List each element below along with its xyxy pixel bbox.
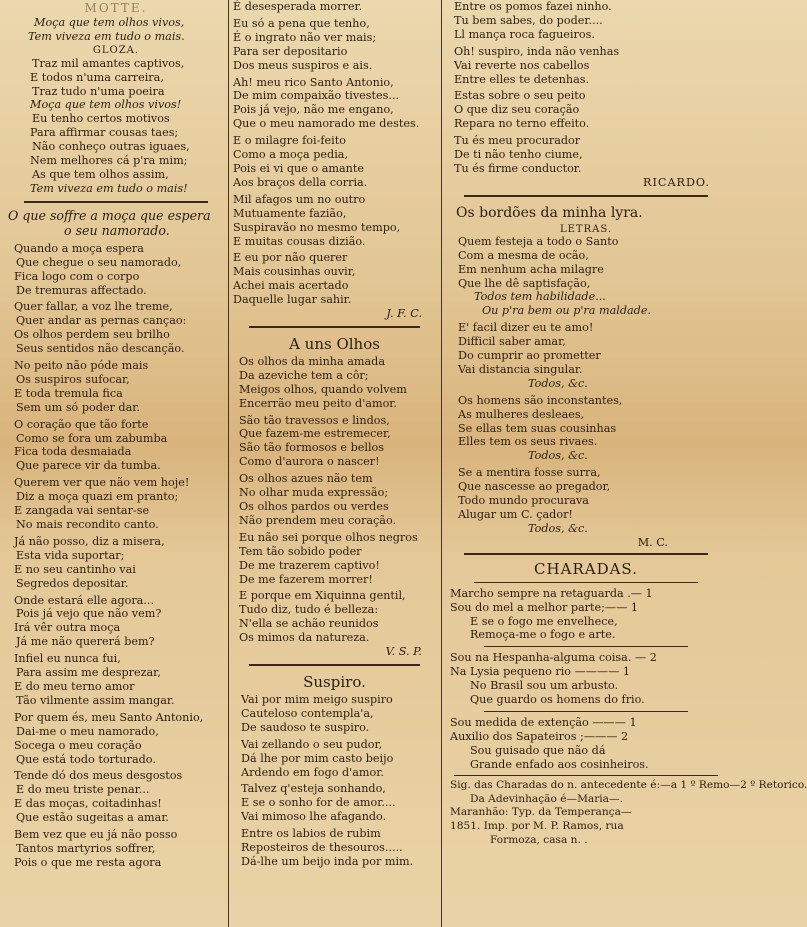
verse-line: Tão vilmente assim mangar. — [16, 693, 175, 707]
verse-line: Mutuamente fazião, — [233, 206, 347, 220]
verse-line: Aos braços della corria. — [233, 175, 368, 189]
verse-line: Entre elles te detenhas. — [454, 72, 590, 86]
continued-verses — [444, 0, 728, 176]
verse-line: Já não posso, diz a misera, — [14, 534, 165, 548]
verse-line: Que fazem-me estremecer, — [239, 427, 391, 441]
verse-line: Grande enfado aos cosinheiros. — [470, 757, 649, 771]
verse-line: Todos, &c. — [528, 521, 588, 535]
verse-line: E das moças, coitadinhas! — [14, 797, 162, 811]
verse-line: Ah! meu rico Santo Antonio, — [233, 75, 394, 89]
divider — [474, 582, 698, 583]
verse-line: Quer fallar, a voz lhe treme, — [14, 300, 173, 314]
verse-line: Os homens são inconstantes, — [458, 393, 623, 407]
verse-line: Todo mundo procurava — [458, 494, 589, 508]
verse-line: Onde estará elle agora... — [14, 593, 155, 607]
imprint-line: 1851. Imp. por M. P. Ramos, rua — [450, 820, 624, 833]
olhos-verses — [229, 355, 440, 645]
verse-line: Dá lhe por mim casto beijo — [241, 751, 394, 765]
verse-line: Mais cousinhas ouvir, — [233, 265, 356, 279]
verse-line: Tem tão sobido poder — [239, 544, 362, 558]
imprint-line: Maranhão: Typ. da Temperança— — [450, 806, 632, 819]
divider — [484, 711, 688, 712]
imprint-line: Formoza, casa n. . — [490, 834, 588, 847]
verse-line: São tão formosos e bellos — [239, 441, 385, 455]
verse-line: Bem vez que eu já não posso — [14, 828, 178, 842]
verse-line: Os olhos pardos ou verdes — [239, 500, 389, 513]
imprint-line: Sig. das Charadas do n. antecedente é:—a 1 º Remo—2 º Retorico. — [450, 778, 807, 791]
motte-title: MOTTE. — [84, 1, 148, 15]
divider — [24, 201, 208, 203]
letras-title: LETRAS. — [559, 223, 613, 235]
verse-line: Meigos olhos, quando volvem — [239, 382, 407, 396]
verse-line: Os suspiros sufocar, — [16, 372, 130, 386]
verse-line: Seus sentidos não descanção. — [16, 342, 185, 356]
poem-subtitle: o seu namorado. — [64, 222, 170, 238]
verse-line: Com a mesma de ocão, — [458, 248, 589, 262]
verse-line: Quem festeja a todo o Santo — [458, 234, 619, 248]
verse-line: No olhar muda expressão; — [239, 486, 389, 500]
verse-line: Para affirmar cousas taes; — [30, 126, 179, 140]
verse-line: Irá vêr outra moça — [14, 621, 121, 635]
verse-line: Fica logo com o corpo — [14, 269, 140, 283]
letras-verses — [444, 235, 728, 536]
verse-line: O que diz seu coração — [454, 103, 580, 117]
verse-line: Sou do mel a melhor parte;—— 1 — [450, 600, 638, 614]
divider — [249, 326, 420, 328]
verse-line: Eu tenho certos motivos — [32, 112, 170, 126]
verse-line: E se o fogo me envelhece, — [470, 614, 618, 628]
verse-line: Remoça-me o fogo e arte. — [470, 628, 616, 642]
verse-line: Os olhos perdem seu brilho — [14, 328, 170, 342]
verse-line: Querem ver que não vem hoje! — [14, 476, 190, 490]
verse-line: Fica toda desmaiada — [14, 445, 132, 459]
verse-line: Sou guisado que não dá — [470, 743, 606, 757]
verse-line: As que tem olhos assim, — [32, 167, 169, 181]
verse-line: E todos n'uma carreira, — [30, 70, 164, 84]
verse-line: Não conheço outras iguaes, — [32, 140, 190, 154]
verse-line: Segredos depositar. — [16, 576, 129, 590]
verse-line: Em nenhum acha milagre — [458, 262, 604, 276]
imprint-footer — [444, 778, 807, 849]
glosa-verses — [4, 57, 228, 196]
signature-ricardo: RICARDO. — [643, 175, 710, 189]
charada-1 — [444, 587, 728, 643]
poem-title-olhos: A uns Olhos — [289, 334, 380, 353]
verse-line: Se ellas tem suas cousinhas — [458, 421, 617, 435]
verse-line: Na Lysia pequeno rio ———— 1 — [450, 665, 631, 679]
verse-line: Tudo diz, tudo é belleza: — [239, 603, 379, 617]
divider — [464, 195, 708, 197]
verse-line: E no seu cantinho vai — [14, 562, 136, 576]
verse-line: Eu só a pena que tenho, — [233, 16, 370, 30]
verse-line: Tem viveza em tudo o mais! — [30, 181, 188, 195]
verse-line: Dai-me o meu namorado, — [16, 724, 159, 738]
verse-line: E zangada vai sentar-se — [14, 504, 150, 518]
imprint-line: Da Adevinhação é—Maria—. — [470, 792, 623, 805]
verse-line: Reposteiros de thesouros..... — [241, 841, 403, 855]
divider — [454, 775, 718, 776]
verse-line: Todos tem habilidade... — [474, 290, 606, 304]
verse-line: Os olhos azues não tem — [239, 472, 373, 486]
verse-line: N'ella se achão reunidos — [239, 617, 379, 631]
verse-line: Eu não sei porque olhos negros — [239, 530, 418, 544]
divider — [464, 553, 708, 555]
divider — [484, 646, 688, 647]
verse-line: Oh! suspiro, inda não venhas — [454, 44, 620, 58]
divider — [249, 664, 420, 666]
verse-line: Sou na Hespanha-alguma coisa. — 2 — [450, 651, 657, 665]
verse-line: E do meu terno amor — [14, 679, 135, 693]
verse-line: Vai por mim meigo suspiro — [241, 692, 393, 706]
verse-line: Alugar um C. çador! — [458, 508, 573, 521]
verse-line: De ti não tenho ciume, — [454, 148, 583, 162]
verse-line: Repara no terno effeito. — [454, 117, 590, 131]
verse-line: E porque em Xiquinna gentil, — [239, 589, 406, 603]
verse-line: Vai distancia singular. — [458, 362, 583, 376]
verse-line: Elles tem os seus rivaes. — [458, 435, 598, 449]
verse-line: Que está todo torturado. — [16, 752, 156, 766]
signature-mc: M. C. — [637, 535, 668, 549]
verse-line: E do meu triste penar... — [16, 783, 150, 797]
verse-line: Mil afagos um no outro — [233, 192, 366, 206]
verse-line: Quando a moça espera — [14, 241, 144, 255]
verse-line: Que parece vir da tumba. — [16, 459, 161, 473]
verse-line: Encerrão meu peito d'amor. — [239, 396, 397, 410]
verse-line: Marcho sempre na retaguarda .— 1 — [450, 586, 653, 600]
verse-line: Quer andar as pernas cançao: — [16, 314, 187, 328]
verse-line: Dos meus suspiros e ais. — [233, 58, 373, 72]
verse-line: Estas sobre o seu peito — [454, 89, 586, 103]
glosa-title: GLOZA. — [92, 44, 140, 56]
verse-line: Entre os pomos fazei ninho. — [454, 0, 612, 13]
verse-line: E toda tremula fica — [14, 386, 123, 400]
verse-line: Socega o meu coração — [14, 738, 142, 752]
verse-line: E' facil dizer eu te amo! — [458, 321, 594, 335]
verse-line: Tu bem sabes, do poder.... — [454, 13, 603, 27]
verse-line: Traz tudo n'uma poeira — [32, 84, 165, 98]
verse-line: E se o sonho for de amor.... — [241, 796, 396, 810]
verse-line: Que o meu namorado me destes. — [233, 117, 420, 131]
verse-line: É o ingrato não ver mais; — [233, 30, 377, 44]
verse-line: Pois o que me resta agora — [14, 855, 162, 869]
poem-verses — [4, 242, 228, 870]
verse-line: Tu és meu procurador — [454, 134, 581, 148]
verse-line: Para assim me desprezar, — [16, 666, 161, 680]
verse-line: E muitas cousas dizião. — [233, 234, 366, 248]
suspiro-verses — [229, 693, 440, 869]
verse-line: Já me não quererá bem? — [16, 635, 155, 649]
verse-line: Traz mil amantes captivos, — [32, 56, 185, 70]
charada-3 — [444, 716, 728, 772]
verse-line: Sou medida de extenção ——— 1 — [450, 715, 637, 729]
verse-line: No mais recondito canto. — [16, 518, 159, 531]
verse-line: Que estão sugeitas a amar. — [16, 811, 169, 825]
charada-2 — [444, 651, 728, 707]
verse-line: Não prendem meu coração. — [239, 513, 397, 527]
motte-line: Tem viveza em tudo o mais. — [28, 29, 185, 43]
motte-line: Moça que tem olhos vivos, — [34, 15, 185, 29]
verse-line: Da azeviche tem a côr; — [239, 368, 369, 382]
signature-jfc: J. F. C. — [386, 307, 422, 321]
column-2 — [229, 0, 440, 927]
verse-line: O coração que tão forte — [14, 417, 149, 431]
verse-line: Como se fora um zabumba — [16, 431, 168, 445]
column-3 — [444, 0, 807, 927]
verse-line: Como a moça pedia, — [233, 148, 349, 162]
verse-line: Dá-lhe um beijo inda por mim. — [241, 854, 414, 868]
verse-line: Daquelle lugar sahir. — [233, 293, 352, 307]
verse-line: De me fazerem morrer! — [239, 572, 373, 586]
verse-line: Que nascesse ao pregador, — [458, 480, 611, 494]
verse-line: Tu és firme conductor. — [454, 161, 582, 175]
poem-title-suspiro: Suspiro. — [303, 672, 366, 691]
verse-line: Se a mentira fosse surra, — [458, 466, 601, 480]
verse-line: De saudoso te suspiro. — [241, 720, 370, 734]
verse-line: Tende dó dos meus desgostos — [14, 769, 183, 783]
verse-line: Como d'aurora o nascer! — [239, 455, 380, 469]
verse-line: Vai mimoso lhe afagando. — [241, 810, 387, 824]
charadas-title: CHARADAS. — [534, 559, 638, 578]
verse-line: Todos, &c. — [528, 376, 588, 390]
verse-line: Tantos martyrios soffrer, — [16, 841, 156, 855]
verse-line: São tão travessos e lindos, — [239, 413, 390, 427]
verse-line: Infiel eu nunca fui, — [14, 652, 121, 666]
poem-title: O que soffre a moça que espera — [8, 207, 211, 223]
verse-line: Difficil saber amar, — [458, 335, 566, 349]
verse-line: Cauteloso contempla'a, — [241, 706, 374, 720]
verse-line: Auxilio dos Sapateiros ;——— 2 — [450, 729, 629, 743]
verse-line: Pois já vejo, não me engano, — [233, 103, 394, 117]
verse-line: Diz a moça quazi em pranto; — [16, 490, 179, 504]
verse-line: De me trazerem captivo! — [239, 558, 380, 572]
verse-line: É desesperada morrer. — [233, 0, 363, 13]
verse-line: Que chegue o seu namorado, — [16, 255, 182, 269]
verse-line: Os mimos da natureza. — [239, 631, 370, 645]
verse-line: Do cumprir ao prometter — [458, 349, 601, 363]
verse-line: Achei mais acertado — [233, 279, 349, 293]
verse-line: Moça que tem olhos vivos! — [30, 98, 182, 112]
column-rule-2 — [441, 0, 442, 927]
signature-vsp: V. S. P. — [385, 645, 422, 659]
verse-line: Pois já vejo que não vem? — [16, 607, 162, 621]
verse-line: Entre os labios de rubim — [241, 827, 381, 841]
verse-line: Ll mança roca fagueiros. — [454, 27, 595, 41]
verse-line: De mim compaixão tivestes... — [233, 89, 400, 103]
verse-line: De tremuras affectado. — [16, 283, 147, 297]
verse-line: Para ser depositario — [233, 44, 348, 58]
verse-line: No peito não póde mais — [14, 359, 149, 373]
verse-line: Por quem és, meu Santo Antonio, — [14, 710, 204, 724]
verse-line: Ou p'ra bem ou p'ra maldade. — [482, 304, 652, 318]
verse-line: Ardendo em fogo d'amor. — [241, 765, 384, 779]
verse-line: E o milagre foi-feito — [233, 134, 346, 148]
continued-verses — [229, 0, 440, 307]
verse-line: Esta vida suportar; — [16, 548, 125, 562]
verse-line: E eu por não querer — [233, 251, 348, 265]
verse-line: Talvez q'esteja sonhando, — [241, 782, 386, 796]
verse-line: Sem um só poder dar. — [16, 400, 140, 414]
verse-line: Que lhe dê saptisfação, — [458, 276, 591, 290]
verse-line: Vai zellando o seu pudor, — [241, 737, 383, 751]
verse-line: Nem melhores cá p'ra mim; — [30, 154, 188, 168]
verse-line: Os olhos da minha amada — [239, 354, 386, 368]
verse-line: Vai reverte nos cabellos — [454, 58, 590, 72]
column-1 — [4, 0, 228, 927]
verse-line: Pois ei vi que o amante — [233, 161, 364, 175]
verse-line: Que guardo os homens do frio. — [470, 693, 645, 707]
poem-title-lyra: Os bordões da minha lyra. — [456, 204, 643, 221]
verse-line: Todos, &c. — [528, 449, 588, 463]
verse-line: No Brasil sou um arbusto. — [470, 679, 619, 693]
verse-line: As mulheres desleaes, — [458, 407, 585, 421]
verse-line: Suspiravão no mesmo tempo, — [233, 220, 401, 234]
